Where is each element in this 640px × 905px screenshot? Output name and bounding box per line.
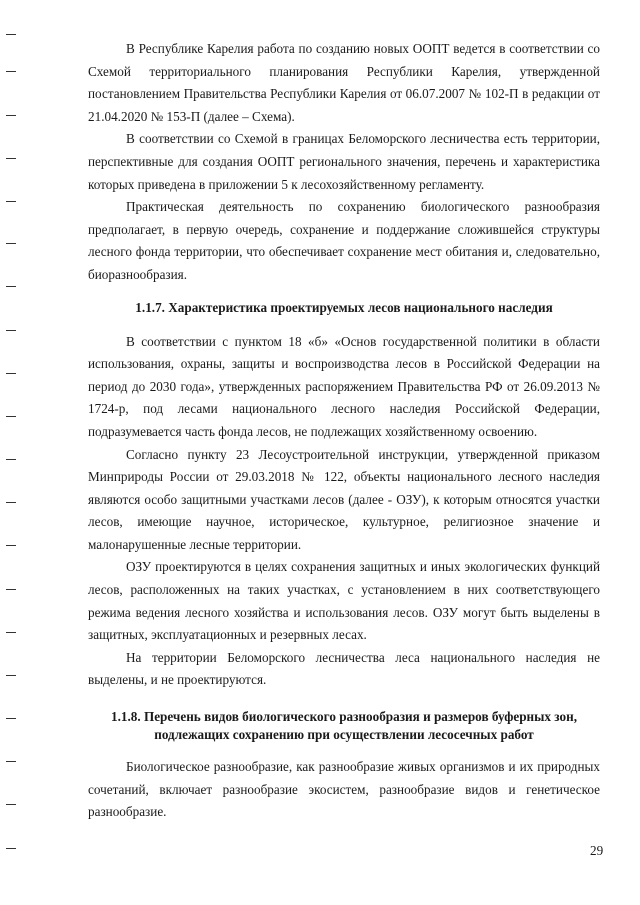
binding-margin-marks bbox=[6, 0, 20, 905]
margin-mark bbox=[6, 330, 16, 331]
paragraph-biodiversity-definition: Биологическое разнообразие, как разнообразие живых организмов и их природных сочетаний, включает разнообразие экосистем, разнообразие видов и генетическое разнообразие. bbox=[88, 759, 600, 820]
margin-mark bbox=[6, 804, 16, 805]
margin-mark bbox=[6, 34, 16, 35]
margin-mark bbox=[6, 761, 16, 762]
paragraph-ozu-purpose: ОЗУ проектируются в целях сохранения защитных и иных экологических функций лесов, расположенных на таких участках, с установлением в них соответствующего режима ведения лесного хозяйства и использования лесов. ОЗУ могут быть выделены в защитных, эксплуатационных и резервных лесах. bbox=[88, 559, 600, 643]
margin-mark bbox=[6, 545, 16, 546]
paragraph-biodiversity-practice: Практическая деятельность по сохранению биологического разнообразия предполагает, в первую очередь, сохранение и поддержание сложившейся структуры лесного фонда территории, что обеспечивает сохранение мест обитания и, следовательно, биоразнообразия. bbox=[88, 199, 600, 282]
margin-mark bbox=[6, 373, 16, 374]
section-heading-1-1-8-line1: 1.1.8. Перечень видов биологического разнообразия и размеров буферных зон, bbox=[110, 709, 578, 725]
margin-mark bbox=[6, 589, 16, 590]
paragraph-ozu-instruction: Согласно пункту 23 Лесоустроительной инструкции, утвержденной приказом Минприроды России от 29.03.2018 № 122, объекты национального лесного наследия являются особо защитными участками лесов (далее - ОЗУ), к которым относятся участки лесов, имеющие научное, историческое, культурное, религиозное значение и малонарушенные лесные территории. bbox=[88, 446, 600, 552]
margin-mark bbox=[6, 502, 16, 503]
paragraph-belomorsky-territories: В соответствии со Схемой в границах Беломорского лесничества есть территории, перспективные для создания ООПТ регионального значения, перечень и характеристика которых приведена в приложении 5 к лесохозяйственному регламенту. bbox=[88, 131, 600, 192]
page-number: 29 bbox=[590, 843, 604, 858]
margin-mark bbox=[6, 286, 16, 287]
margin-mark bbox=[6, 71, 16, 72]
paragraph-oopt-scheme: В Республике Карелия работа по созданию новых ООПТ ведется в соответствии со Схемой территориального планирования Республики Карелия, утвержденной постановлением Правительства Республики Карелия от 06.07.2007 № 102-П в редакции от 21.04.2020 № 153-П (далее – Схема). bbox=[88, 41, 600, 124]
margin-mark bbox=[6, 243, 16, 244]
document-body bbox=[88, 38, 600, 824]
margin-mark bbox=[6, 718, 16, 719]
margin-mark bbox=[6, 459, 16, 460]
section-heading-1-1-8-line2: подлежащих сохранению при осуществлении лесосечных работ bbox=[154, 727, 534, 743]
margin-mark bbox=[6, 675, 16, 676]
margin-mark bbox=[6, 416, 16, 417]
paragraph-no-heritage-forests: На территории Беломорского лесничества леса национального наследия не выделены, и не проектируются. bbox=[88, 649, 600, 688]
margin-mark bbox=[6, 201, 16, 202]
section-heading-1-1-7: 1.1.7. Характеристика проектируемых лесов национального наследия bbox=[135, 299, 553, 315]
paragraph-national-heritage-definition: В соответствии с пунктом 18 «б» «Основ государственной политики в области использования, охраны, защиты и воспроизводства лесов в Российской Федерации на период до 2030 года», утвержденных распоряжением Правительства РФ от 26.09.2013 № 1724-р, под лесами национального лесного наследия Российской Федерации, подразумевается часть фонда лесов, не подлежащих хозяйственному освоению. bbox=[88, 333, 600, 439]
margin-mark bbox=[6, 632, 16, 633]
margin-mark bbox=[6, 848, 16, 849]
margin-mark bbox=[6, 115, 16, 116]
margin-mark bbox=[6, 158, 16, 159]
